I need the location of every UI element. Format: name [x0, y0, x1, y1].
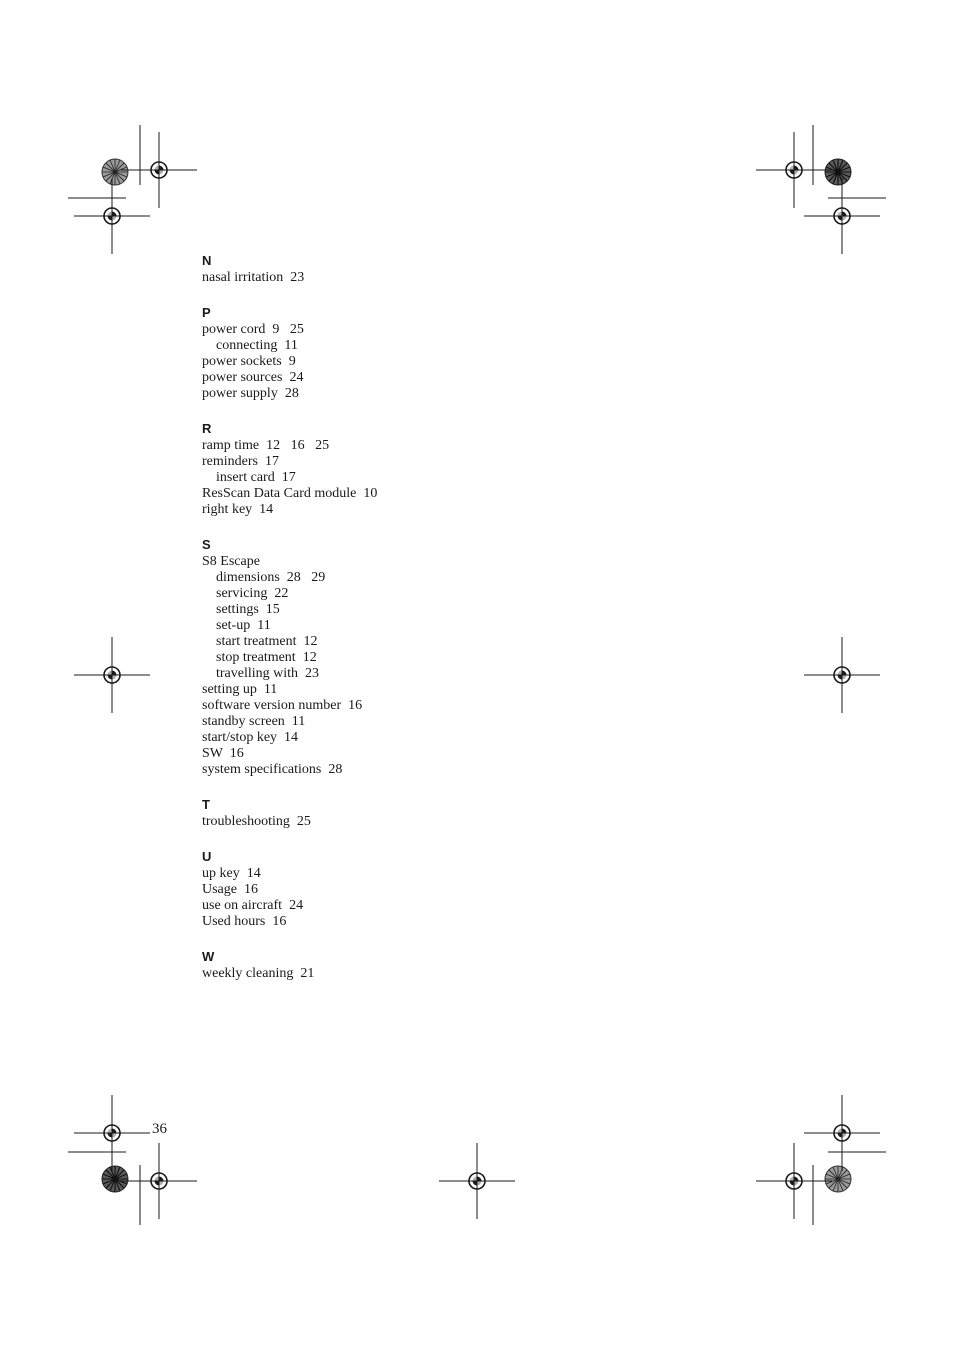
index-entry: power cord 9 25 — [202, 322, 304, 337]
index-entry: system specifications 28 — [202, 762, 343, 777]
index-letter: N — [202, 253, 212, 268]
registration-mark-icon — [756, 1143, 832, 1219]
index-section-r — [202, 419, 622, 518]
index-subentry: dimensions 28 29 — [216, 570, 326, 585]
index-entry: setting up 11 — [202, 682, 278, 697]
index-subentry: set-up 11 — [216, 618, 271, 633]
index-subentry: stop treatment 12 — [216, 650, 317, 665]
index-subentry: connecting 11 — [216, 338, 298, 353]
index-entry: Used hours 16 — [202, 914, 287, 929]
registration-mark-icon — [74, 1095, 150, 1171]
index-entry: ramp time 12 16 25 — [202, 438, 330, 453]
registration-mark-icon — [804, 637, 880, 713]
index-subentry: travelling with 23 — [216, 666, 320, 681]
registration-mark-icon — [756, 132, 832, 208]
index-entry: troubleshooting 25 — [202, 814, 311, 829]
page-number: 36 — [152, 1121, 167, 1137]
index-letter: P — [202, 305, 211, 320]
index-letter: T — [202, 797, 210, 812]
index-entry: software version number 16 — [202, 698, 363, 713]
registration-mark-icon — [121, 132, 197, 208]
index-entry: standby screen 11 — [202, 714, 306, 729]
color-wheel-icon — [102, 159, 128, 185]
index-section-u — [202, 847, 622, 930]
index-entry: power sources 24 — [202, 370, 304, 385]
index-section-s — [202, 535, 622, 778]
index-letter: S — [202, 537, 211, 552]
index-subentry: insert card 17 — [216, 470, 296, 485]
registration-mark-icon — [439, 1143, 515, 1219]
index-entry: right key 14 — [202, 502, 274, 517]
index-entry: nasal irritation 23 — [202, 270, 305, 285]
index-entry: Usage 16 — [202, 882, 258, 897]
index-entry: start/stop key 14 — [202, 730, 299, 745]
index-entry: reminders 17 — [202, 454, 279, 469]
index-section-p — [202, 303, 622, 402]
index-entry: use on aircraft 24 — [202, 898, 304, 913]
index-letter: R — [202, 421, 212, 436]
index-entry: S8 Escape — [202, 554, 260, 569]
index-entry: SW 16 — [202, 746, 244, 761]
registration-mark-icon — [804, 178, 880, 254]
color-wheel-icon — [102, 1166, 128, 1192]
index-entry: up key 14 — [202, 866, 261, 881]
registration-mark-icon — [804, 1095, 880, 1171]
index-section-w — [202, 947, 622, 982]
index-column — [202, 251, 622, 999]
index-subentry: servicing 22 — [216, 586, 289, 601]
color-wheel-icon — [825, 159, 851, 185]
index-section-n — [202, 251, 622, 286]
registration-mark-icon — [121, 1143, 197, 1219]
index-subentry: settings 15 — [216, 602, 280, 617]
color-wheel-icon — [825, 1166, 851, 1192]
index-entry: ResScan Data Card module 10 — [202, 486, 378, 501]
index-letter: W — [202, 949, 215, 964]
index-subentry: start treatment 12 — [216, 634, 318, 649]
index-section-t — [202, 795, 622, 830]
registration-mark-icon — [74, 178, 150, 254]
index-letter: U — [202, 849, 212, 864]
index-entry: power sockets 9 — [202, 354, 296, 369]
index-entry: power supply 28 — [202, 386, 299, 401]
index-entry: weekly cleaning 21 — [202, 966, 315, 981]
registration-mark-icon — [74, 637, 150, 713]
